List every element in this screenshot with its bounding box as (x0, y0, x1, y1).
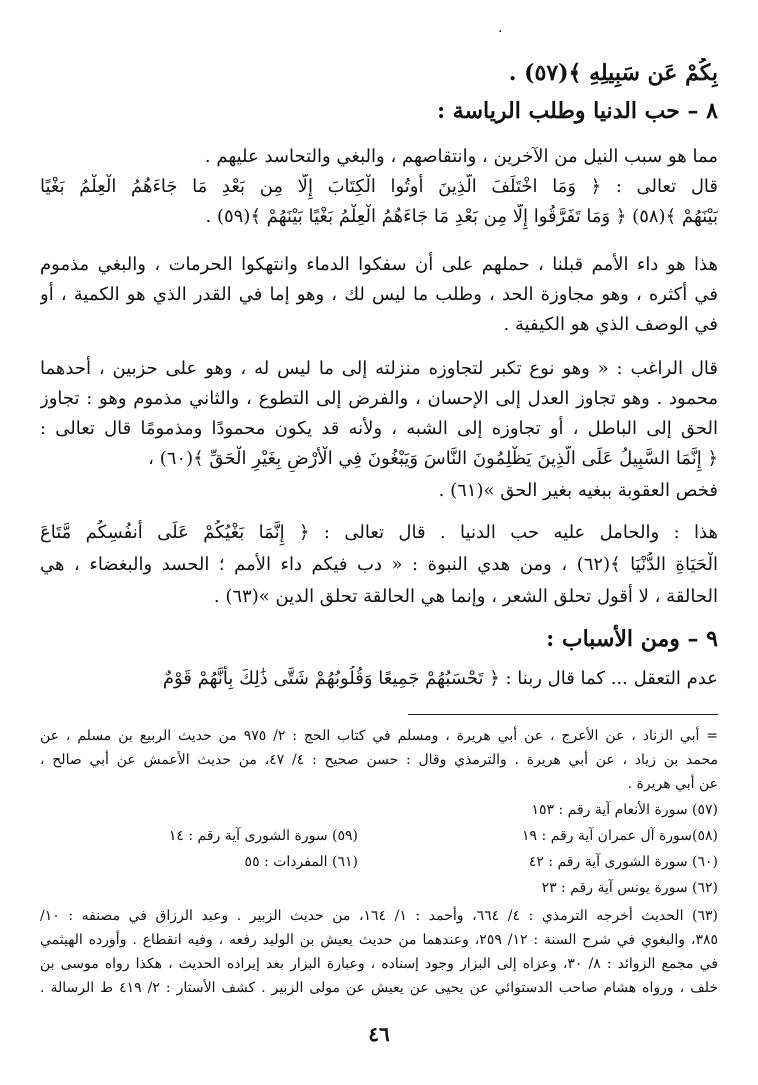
body-line: هذا هو داء الأمم قبلنا ، حملهم على أن سفكوا الدماء وانتهكوا الحرمات ، والبغي مذموم (40, 254, 718, 275)
body-line: قال تعالى : ﴿ وَمَا اخْتَلَفَ الَّذِينَ أُوتُوا الْكِتَابَ إِلَّا مِن بَعْدِ مَا جَاءَهُمُ الْعِلْمُ بَغْيًا (40, 176, 718, 197)
section-heading: ٨ – حب الدنيا وطلب الرياسة : (437, 98, 718, 124)
footnote-separator (408, 714, 718, 715)
body-line: هذا : والحامل عليه حب الدنيا . قال تعالى : ﴿ إِنَّمَا بَغْيُكُمْ عَلَى أَنفُسِكُم مَّتَاعَ (40, 522, 718, 543)
body-line: بِكُمْ عَن سَبِيلِهِ ﴾(٥٧) . (508, 60, 718, 86)
body-line: مما هو سبب النيل من الآخرين ، وانتقاصهم ، والبغي والتحاسد عليهم . (204, 146, 718, 167)
body-line: محمود . وهو تجاوز العدل إلى الإحسان ، والفرض إلى التطوع ، والثاني مذموم وهو : تجاوز (40, 388, 718, 409)
footnote-61: (٦١) المفردات : ٥٥ (244, 854, 358, 870)
body-line: الحالقة ، لا أقول تحلق الشعر ، وإنما هي الحالقة تحلق الدين »(٦٣) . (213, 586, 718, 607)
body-line: الْحَيَاةِ الدُّنْيَا ﴾(٦٢) ، ومن هدي النبوة : « دب فيكم داء الأمم ؛ الحسد والبغضاء ، هي (40, 554, 718, 575)
footnote-59: (٥٩) سورة الشورى آية رقم : ١٤ (168, 828, 358, 844)
page-mark: · (498, 24, 503, 40)
body-line: بَيْنَهُمْ ﴾(٥٨) ﴿ وَمَا تَفَرَّقُوا إِلَّا مِن بَعْدِ مَا جَاءَهُمُ الْعِلْمُ بَغْيًا بَيْنَهُمْ ﴾(٥٩) . (205, 206, 718, 227)
footnote-63-line: ٣٨٥، والبغوي في شرح السنة : ١٢/ ٢٥٩، وعندهما من حديث يعيش بن الوليد رفعه ، وفيه انقطاع . وأورده الهيثمي (40, 932, 718, 948)
footnote-60: (٦٠) سورة الشورى آية رقم : ٤٢ (528, 854, 718, 870)
footnote-62: (٦٢) سورة يونس آية رقم : ٢٣ (541, 880, 718, 896)
footnote-line: محمد بن زياد ، عن أبي هريرة . والترمذي وقال : حسن صحيح : ٤/ ٤٧، من حديث الأعمش عن أبي صالح ، (40, 752, 718, 768)
body-line: عدم التعقل ... كما قال ربنا : ﴿ تَحْسَبُهُمْ جَمِيعًا وَقُلُوبُهُمْ شَتَّى ذَٰلِكَ بِأَنَّهُمْ قَوْمٌ (162, 668, 718, 689)
body-line: قال الراغب : « وهو نوع تكبر لتجاوزه منزلته إلى ما ليس له ، وهو على حزبين ، أحدهما (40, 358, 718, 379)
footnote-63-line: (٦٣) الحديث أخرجه الترمذي : ٤/ ٦٦٤، وأحمد : ١/ ١٦٤، من حديث الزبير . وعبد الرزاق في مصنفه : ١٠/ (40, 908, 718, 924)
footnote-line: = أبي الزناد ، عن الأعرج ، عن أبي هريرة ، ومسلم في كتاب الحج : ٢/ ٩٧٥ من حديث الربيع بن مسلم ، عن (40, 728, 718, 744)
body-line: فخص العقوبة ببغيه بغير الحق »(٦١) . (438, 480, 718, 501)
footnote-63-line: في مجمع الزوائد : ٨/ ٣٠، وعزاه إلى البزار وجود إسناده ، وعبارة البزار بعد إيراده الحديث ، هكذا رواه موسى بن (40, 956, 718, 972)
footnote-57: (٥٧) سورة الأنعام آية رقم : ١٥٣ (531, 802, 718, 818)
footnote-58: (٥٨)سورة آل عمران آية رقم : ١٩ (522, 828, 718, 844)
body-line: ﴿ إِنَّمَا السَّبِيلُ عَلَى الَّذِينَ يَظْلِمُونَ النَّاسَ وَيَبْغُونَ فِي الْأَرْضِ بِغَيْرِ الْحَقِّ ﴾(٦٠) ، (148, 448, 718, 469)
body-line: الحق إلى الباطل ، أو تجاوزه إلى الشبه ، ولأنه قد يكون محمودًا ومذمومًا قال تعالى : (40, 418, 718, 439)
section-heading: ٩ – ومن الأسباب : (546, 626, 718, 652)
footnote-63-line: خلف ، ورواه هشام صاحب الدستوائي عن يحيى عن يعيش عن مولى الزبير . كشف الأستار : ٢/ ٤١٩ ط الرسالة . (40, 980, 718, 996)
body-line: في الوصف الذي هو الكيفية . (503, 314, 718, 335)
footnote-line: عن أبي هريرة . (627, 776, 718, 792)
page-number: ٤٦ (368, 1022, 390, 1046)
body-line: في أكثره ، وهو مجاوزة الحد ، وطلب ما ليس لك ، وهو إما في القدر الذي هو الكمية ، أو (40, 284, 718, 305)
